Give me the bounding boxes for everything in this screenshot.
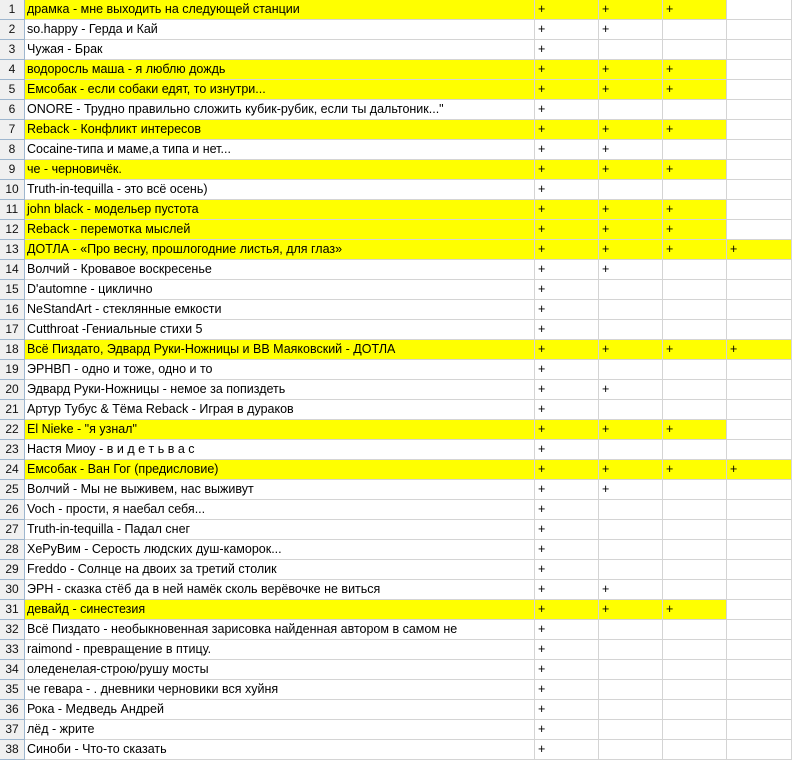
cell-mark-1[interactable]: + [535,580,599,600]
cell-title[interactable]: Reback - Конфликт интересов [25,120,535,140]
table-row [0,440,792,460]
cell-mark-4[interactable] [727,120,792,140]
cell-mark-4[interactable] [727,280,792,300]
cell-mark-1[interactable]: + [535,180,599,200]
cell-title[interactable]: оледенелая-строю/рушу мосты [25,660,535,680]
table-row [0,540,792,560]
cell-mark-2[interactable] [599,640,663,660]
cell-mark-4[interactable] [727,200,792,220]
table-row [0,260,792,280]
row-header[interactable]: 14 [0,260,25,280]
table-row [0,40,792,60]
row-header[interactable]: 29 [0,560,25,580]
cell-mark-1[interactable]: + [535,320,599,340]
cell-title[interactable]: Рока - Медведь Андрей [25,700,535,720]
cell-mark-3[interactable] [663,660,727,680]
cell-mark-4[interactable] [727,220,792,240]
cell-mark-2[interactable]: + [599,460,663,480]
cell-mark-3[interactable] [663,280,727,300]
cell-mark-1[interactable]: + [535,40,599,60]
row-header[interactable]: 16 [0,300,25,320]
cell-title[interactable]: ЭРНВП - одно и тоже, одно и то [25,360,535,380]
cell-mark-3[interactable] [663,700,727,720]
cell-title[interactable]: Truth-in-tequilla - Падал снег [25,520,535,540]
cell-mark-2[interactable]: + [599,220,663,240]
cell-title[interactable]: Артур Тубус & Тёма Reback - Играя в дураков [25,400,535,420]
table-row [0,720,792,740]
table-row [0,80,792,100]
cell-title[interactable]: драмка - мне выходить на следующей станции [25,0,535,20]
table-row [0,160,792,180]
cell-mark-2[interactable]: + [599,480,663,500]
cell-title[interactable]: Truth-in-tequilla - это всё осень) [25,180,535,200]
table-row [0,300,792,320]
row-header[interactable]: 11 [0,200,25,220]
cell-mark-2[interactable] [599,300,663,320]
cell-mark-3[interactable]: + [663,80,727,100]
cell-mark-1[interactable]: + [535,340,599,360]
cell-title[interactable]: Эдвард Руки-Ножницы - немое за попиздеть [25,380,535,400]
cell-title[interactable]: лёд - жрите [25,720,535,740]
cell-mark-4[interactable] [727,580,792,600]
row-header[interactable]: 25 [0,480,25,500]
table-row [0,140,792,160]
table-row [0,480,792,500]
row-header[interactable]: 22 [0,420,25,440]
cell-mark-3[interactable]: + [663,420,727,440]
cell-mark-2[interactable]: + [599,0,663,20]
row-header[interactable]: 8 [0,140,25,160]
cell-title[interactable]: че - черновичёк. [25,160,535,180]
cell-mark-3[interactable]: + [663,160,727,180]
cell-mark-2[interactable] [599,720,663,740]
cell-mark-4[interactable] [727,440,792,460]
cell-mark-1[interactable]: + [535,560,599,580]
cell-mark-4[interactable] [727,720,792,740]
cell-mark-1[interactable]: + [535,740,599,760]
cell-mark-2[interactable]: + [599,340,663,360]
row-header[interactable]: 20 [0,380,25,400]
table-row [0,60,792,80]
cell-mark-2[interactable]: + [599,380,663,400]
table-row [0,120,792,140]
cell-title[interactable]: john black - модельер пустота [25,200,535,220]
row-header[interactable]: 6 [0,100,25,120]
cell-mark-4[interactable]: + [727,340,792,360]
table-row [0,360,792,380]
cell-mark-4[interactable] [727,660,792,680]
cell-mark-1[interactable]: + [535,260,599,280]
cell-mark-2[interactable]: + [599,240,663,260]
table-row [0,660,792,680]
cell-mark-4[interactable] [727,100,792,120]
table-row [0,200,792,220]
cell-mark-3[interactable]: + [663,120,727,140]
row-header[interactable]: 24 [0,460,25,480]
cell-mark-3[interactable] [663,380,727,400]
cell-title[interactable]: ЭРН - сказка стёб да в ней намёк сколь верёвочке не виться [25,580,535,600]
cell-mark-4[interactable] [727,380,792,400]
cell-title[interactable]: so.happy - Герда и Кай [25,20,535,40]
cell-mark-1[interactable]: + [535,0,599,20]
cell-mark-1[interactable]: + [535,280,599,300]
cell-mark-4[interactable] [727,520,792,540]
table-row [0,420,792,440]
cell-mark-2[interactable] [599,400,663,420]
cell-title[interactable]: Voch - прости, я наебал себя... [25,500,535,520]
cell-mark-3[interactable] [663,480,727,500]
cell-mark-1[interactable]: + [535,480,599,500]
cell-mark-2[interactable]: + [599,140,663,160]
row-header[interactable]: 23 [0,440,25,460]
cell-mark-3[interactable] [663,740,727,760]
row-header[interactable]: 9 [0,160,25,180]
cell-mark-1[interactable]: + [535,680,599,700]
cell-mark-4[interactable] [727,320,792,340]
table-row [0,520,792,540]
cell-title[interactable]: Cutthroat -Гениальные стихи 5 [25,320,535,340]
cell-mark-4[interactable] [727,300,792,320]
cell-mark-4[interactable] [727,420,792,440]
cell-mark-1[interactable]: + [535,460,599,480]
cell-title[interactable]: ДОТЛА - «Про весну, прошлогодние листья, для глаз» [25,240,535,260]
cell-mark-1[interactable]: + [535,80,599,100]
cell-mark-1[interactable]: + [535,600,599,620]
row-header[interactable]: 33 [0,640,25,660]
cell-mark-1[interactable]: + [535,100,599,120]
cell-mark-1[interactable]: + [535,360,599,380]
row-header[interactable]: 3 [0,40,25,60]
cell-mark-3[interactable] [663,680,727,700]
table-row [0,400,792,420]
cell-mark-3[interactable]: + [663,0,727,20]
row-header[interactable]: 17 [0,320,25,340]
cell-mark-1[interactable]: + [535,440,599,460]
cell-title[interactable]: raimond - превращение в птицу. [25,640,535,660]
cell-mark-1[interactable]: + [535,220,599,240]
cell-mark-4[interactable] [727,640,792,660]
cell-mark-4[interactable]: + [727,240,792,260]
cell-mark-4[interactable]: + [727,460,792,480]
cell-mark-2[interactable]: + [599,120,663,140]
cell-mark-3[interactable]: + [663,60,727,80]
row-header[interactable]: 12 [0,220,25,240]
cell-title[interactable]: Cocaine-типа и маме,а типа и нет... [25,140,535,160]
row-header[interactable]: 15 [0,280,25,300]
row-header[interactable]: 35 [0,680,25,700]
cell-mark-2[interactable]: + [599,420,663,440]
cell-mark-3[interactable]: + [663,600,727,620]
row-header[interactable]: 4 [0,60,25,80]
cell-mark-1[interactable]: + [535,140,599,160]
cell-title[interactable]: Синоби - Что-то сказать [25,740,535,760]
cell-mark-1[interactable]: + [535,640,599,660]
row-header[interactable]: 7 [0,120,25,140]
table-row [0,0,792,20]
cell-mark-1[interactable]: + [535,500,599,520]
cell-mark-1[interactable]: + [535,400,599,420]
cell-mark-2[interactable] [599,360,663,380]
cell-mark-4[interactable] [727,0,792,20]
row-header[interactable]: 13 [0,240,25,260]
cell-mark-4[interactable] [727,680,792,700]
cell-mark-3[interactable] [663,260,727,280]
cell-title[interactable]: Волчий - Мы не выживем, нас выживут [25,480,535,500]
cell-mark-4[interactable] [727,140,792,160]
row-header[interactable]: 30 [0,580,25,600]
cell-mark-3[interactable] [663,180,727,200]
cell-mark-1[interactable]: + [535,520,599,540]
row-header[interactable]: 37 [0,720,25,740]
cell-mark-3[interactable] [663,560,727,580]
cell-mark-1[interactable]: + [535,20,599,40]
cell-mark-2[interactable] [599,280,663,300]
cell-title[interactable]: NeStandArt - стеклянные емкости [25,300,535,320]
cell-title[interactable]: Всё Пиздато, Эдвард Руки-Ножницы и ВВ Маяковский - ДОТЛА [25,340,535,360]
cell-mark-2[interactable] [599,440,663,460]
row-header[interactable]: 34 [0,660,25,680]
cell-mark-3[interactable] [663,720,727,740]
table-row [0,380,792,400]
table-row [0,100,792,120]
cell-mark-3[interactable]: + [663,200,727,220]
row-header[interactable]: 26 [0,500,25,520]
cell-title[interactable]: Всё Пиздато - необыкновенная зарисовка найденная автором в самом не [25,620,535,640]
cell-mark-4[interactable] [727,480,792,500]
table-row [0,280,792,300]
cell-mark-1[interactable]: + [535,660,599,680]
table-row [0,640,792,660]
table-row [0,20,792,40]
row-header[interactable]: 5 [0,80,25,100]
row-header[interactable]: 28 [0,540,25,560]
row-header[interactable]: 21 [0,400,25,420]
cell-mark-4[interactable] [727,260,792,280]
cell-mark-1[interactable]: + [535,700,599,720]
cell-mark-1[interactable]: + [535,240,599,260]
cell-mark-3[interactable] [663,540,727,560]
cell-mark-3[interactable]: + [663,460,727,480]
cell-mark-3[interactable] [663,500,727,520]
cell-mark-4[interactable] [727,60,792,80]
cell-mark-3[interactable] [663,360,727,380]
row-header[interactable]: 38 [0,740,25,760]
cell-mark-2[interactable] [599,740,663,760]
row-header[interactable]: 1 [0,0,25,20]
cell-mark-4[interactable] [727,360,792,380]
cell-mark-2[interactable] [599,520,663,540]
cell-title[interactable]: El Nieke - "я узнал" [25,420,535,440]
cell-mark-4[interactable] [727,620,792,640]
table-row [0,220,792,240]
cell-mark-2[interactable] [599,320,663,340]
cell-mark-1[interactable]: + [535,540,599,560]
cell-mark-1[interactable]: + [535,720,599,740]
row-header[interactable]: 36 [0,700,25,720]
cell-mark-3[interactable] [663,20,727,40]
table-row [0,460,792,480]
cell-mark-3[interactable] [663,40,727,60]
cell-title[interactable]: Чужая - Брак [25,40,535,60]
cell-mark-3[interactable] [663,520,727,540]
cell-title[interactable]: Freddo - Солнце на двоих за третий столик [25,560,535,580]
row-header[interactable]: 31 [0,600,25,620]
cell-mark-4[interactable] [727,740,792,760]
cell-mark-3[interactable] [663,140,727,160]
cell-title[interactable]: Волчий - Кровавое воскресенье [25,260,535,280]
cell-mark-1[interactable]: + [535,300,599,320]
cell-mark-3[interactable]: + [663,240,727,260]
table-row [0,500,792,520]
cell-mark-4[interactable] [727,700,792,720]
cell-mark-3[interactable]: + [663,220,727,240]
cell-mark-4[interactable] [727,20,792,40]
cell-mark-3[interactable] [663,300,727,320]
cell-title[interactable]: ONORE - Трудно правильно сложить кубик-рубик, если ты дальтоник..." [25,100,535,120]
cell-title[interactable]: водоросль маша - я люблю дождь [25,60,535,80]
cell-mark-2[interactable]: + [599,260,663,280]
cell-mark-4[interactable] [727,40,792,60]
cell-mark-3[interactable] [663,440,727,460]
cell-title[interactable]: Reback - перемотка мыслей [25,220,535,240]
cell-mark-2[interactable] [599,180,663,200]
cell-mark-4[interactable] [727,600,792,620]
cell-mark-1[interactable]: + [535,120,599,140]
table-row [0,180,792,200]
cell-mark-2[interactable]: + [599,580,663,600]
cell-mark-2[interactable]: + [599,80,663,100]
cell-title[interactable]: Емсобак - Ван Гог (предисловие) [25,460,535,480]
cell-title[interactable]: девайд - синестезия [25,600,535,620]
cell-mark-4[interactable] [727,400,792,420]
cell-title[interactable]: D'automne - циклично [25,280,535,300]
cell-mark-4[interactable] [727,180,792,200]
table-row [0,320,792,340]
cell-mark-4[interactable] [727,540,792,560]
row-header[interactable]: 27 [0,520,25,540]
cell-mark-2[interactable] [599,700,663,720]
cell-mark-3[interactable] [663,620,727,640]
cell-mark-2[interactable] [599,100,663,120]
cell-mark-2[interactable] [599,40,663,60]
table-row [0,340,792,360]
cell-title[interactable]: че гевара - . дневники черновики вся хуйня [25,680,535,700]
row-header[interactable]: 18 [0,340,25,360]
cell-mark-4[interactable] [727,560,792,580]
cell-mark-2[interactable] [599,680,663,700]
cell-mark-4[interactable] [727,80,792,100]
table-row [0,680,792,700]
cell-mark-2[interactable]: + [599,60,663,80]
cell-mark-1[interactable]: + [535,160,599,180]
cell-title[interactable]: Настя Миоу - в и д е т ь в а с [25,440,535,460]
cell-mark-1[interactable]: + [535,380,599,400]
cell-mark-2[interactable] [599,500,663,520]
table-row [0,240,792,260]
cell-mark-4[interactable] [727,160,792,180]
table-row [0,700,792,720]
cell-mark-3[interactable]: + [663,340,727,360]
cell-mark-1[interactable]: + [535,60,599,80]
cell-mark-3[interactable] [663,400,727,420]
cell-mark-2[interactable]: + [599,200,663,220]
cell-mark-2[interactable]: + [599,20,663,40]
cell-mark-2[interactable] [599,540,663,560]
cell-mark-2[interactable] [599,620,663,640]
cell-mark-4[interactable] [727,500,792,520]
row-header[interactable]: 2 [0,20,25,40]
cell-title[interactable]: Емсобак - если собаки едят, то изнутри... [25,80,535,100]
table-row [0,600,792,620]
cell-mark-3[interactable] [663,640,727,660]
table-row [0,580,792,600]
cell-title[interactable]: ХеРуВим - Серость людских душ-каморок... [25,540,535,560]
cell-mark-1[interactable]: + [535,620,599,640]
row-header[interactable]: 19 [0,360,25,380]
row-header[interactable]: 32 [0,620,25,640]
row-header[interactable]: 10 [0,180,25,200]
table-row [0,560,792,580]
table-row [0,620,792,640]
cell-mark-1[interactable]: + [535,420,599,440]
cell-mark-3[interactable] [663,320,727,340]
cell-mark-1[interactable]: + [535,200,599,220]
cell-mark-2[interactable] [599,560,663,580]
cell-mark-2[interactable] [599,660,663,680]
cell-mark-3[interactable] [663,100,727,120]
table-row [0,740,792,760]
cell-mark-2[interactable]: + [599,160,663,180]
cell-mark-3[interactable] [663,580,727,600]
cell-mark-2[interactable]: + [599,600,663,620]
